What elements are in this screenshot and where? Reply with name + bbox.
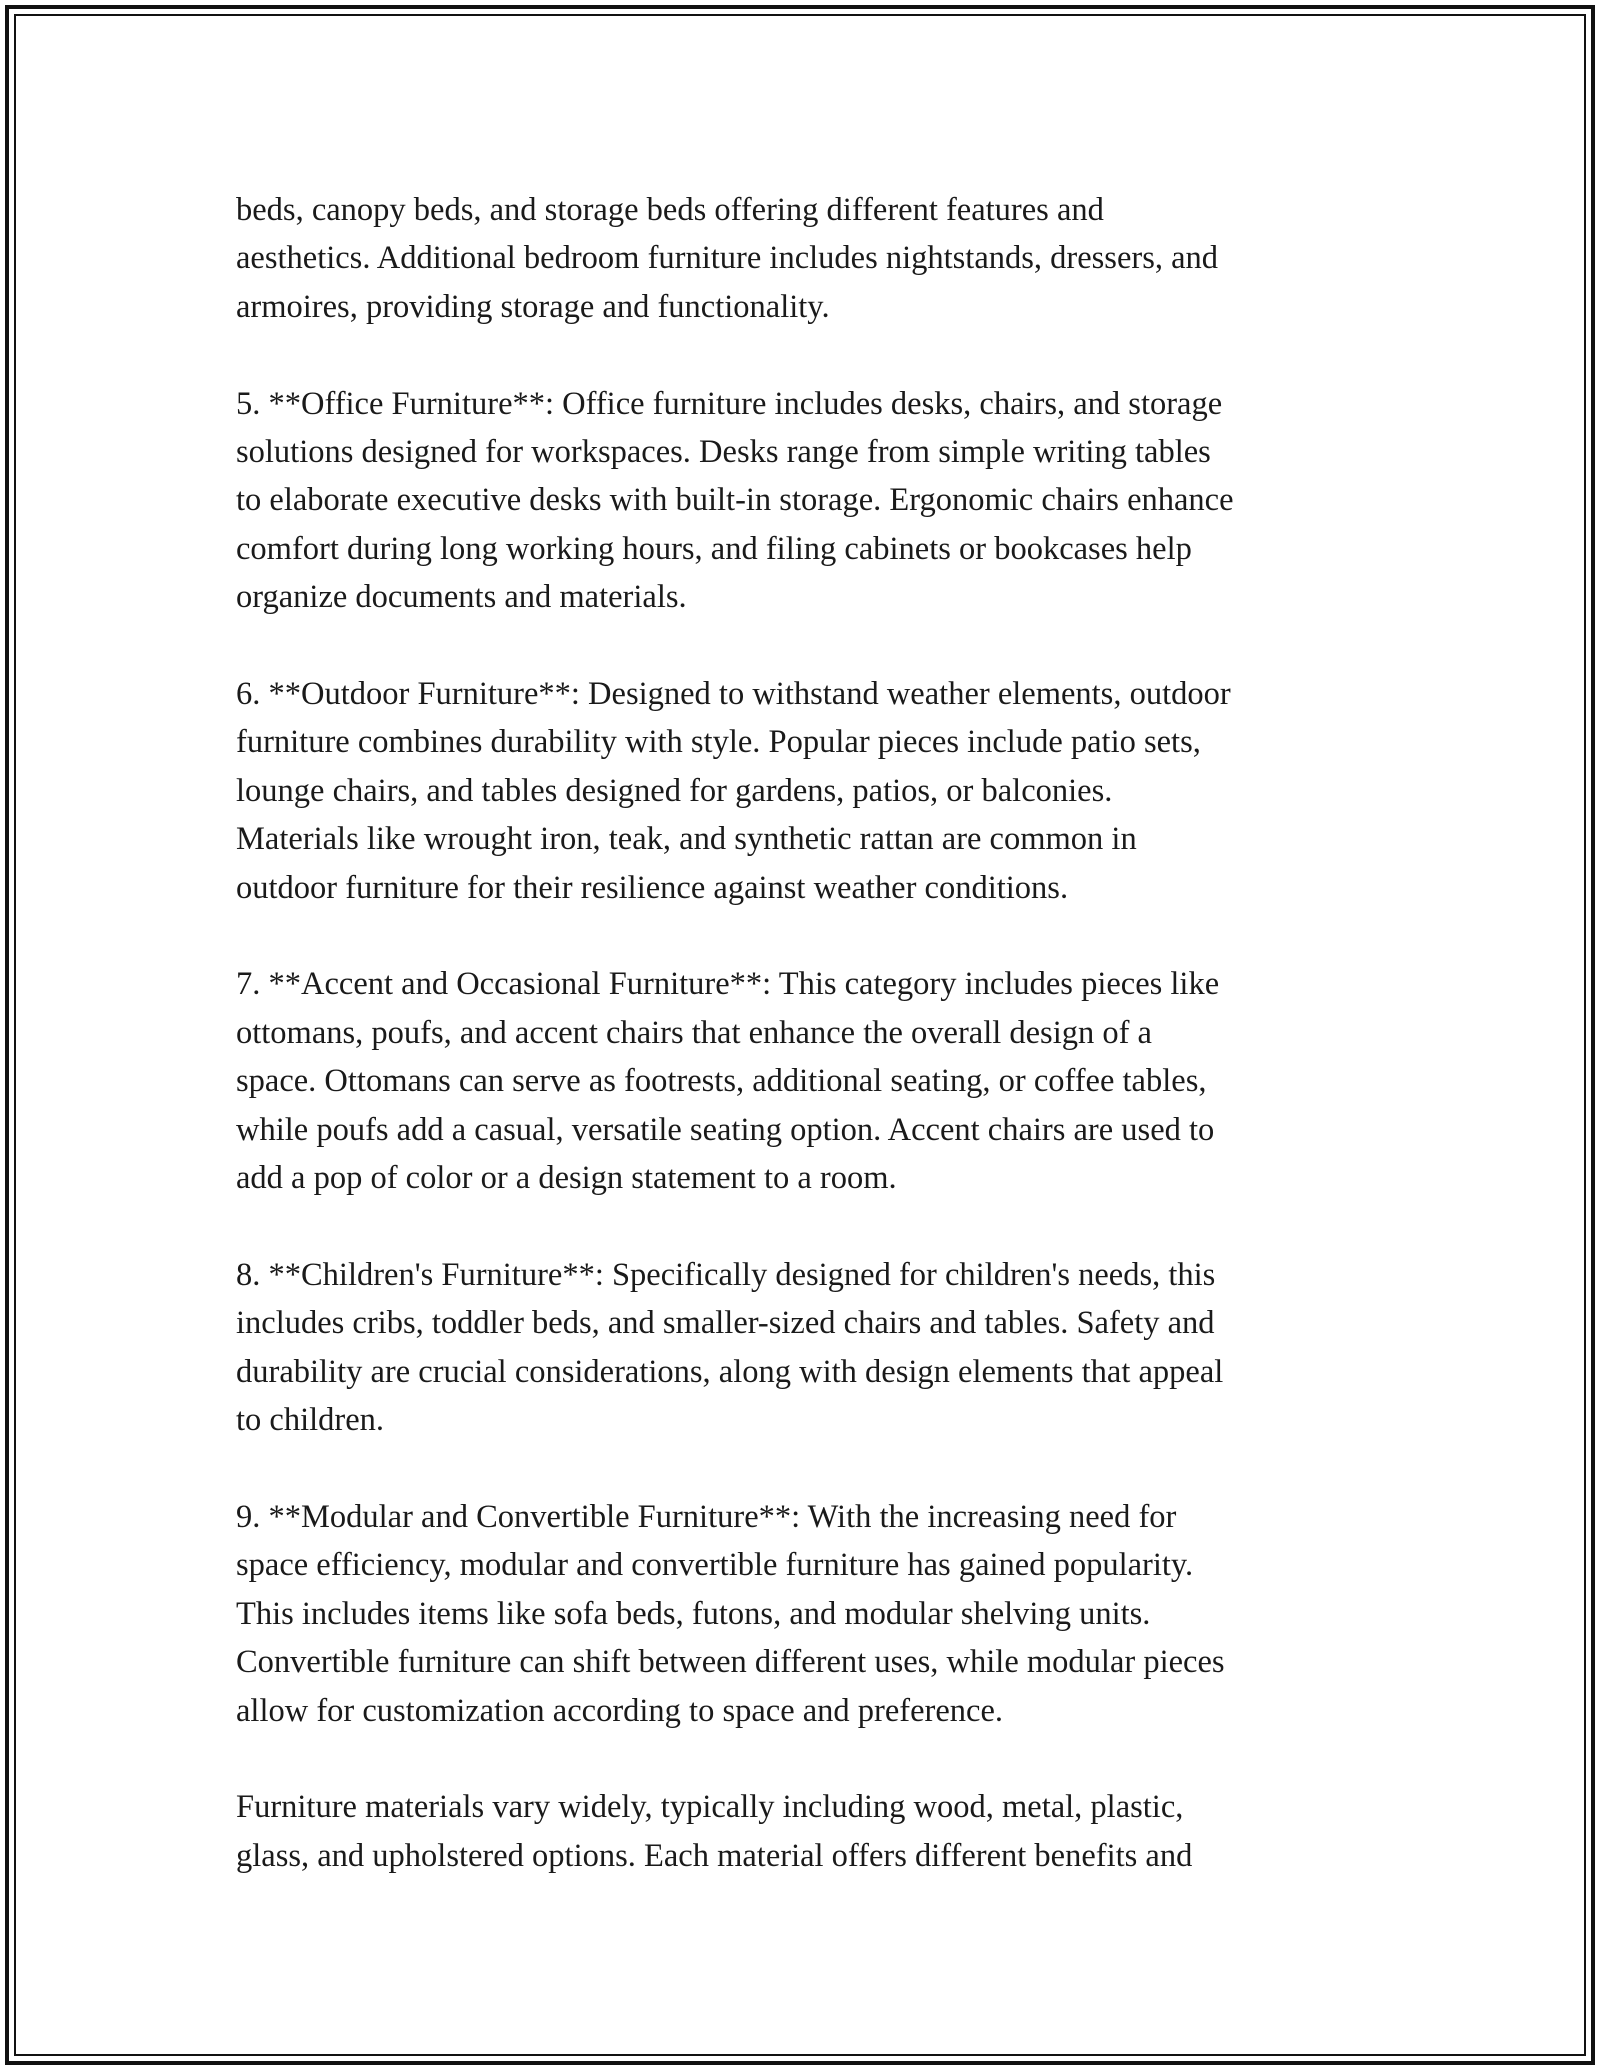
paragraph-outdoor-furniture <box>236 670 1376 912</box>
text-line: 9. **Modular and Convertible Furniture**: With the increasing need for <box>236 1498 1177 1535</box>
text-line: lounge chairs, and tables designed for gardens, patios, or balconies. <box>236 772 1113 809</box>
text-line: 6. **Outdoor Furniture**: Designed to withstand weather elements, outdoor <box>236 676 1231 713</box>
text-line: allow for customization according to space and preference. <box>236 1692 1004 1729</box>
text-line: to children. <box>236 1402 385 1439</box>
document-body <box>236 186 1376 1880</box>
text-line: aesthetics. Additional bedroom furniture includes nightstands, dressers, and <box>236 240 1219 277</box>
text-line: comfort during long working hours, and filing cabinets or bookcases help <box>236 530 1192 567</box>
text-line: This includes items like sofa beds, futons, and modular shelving units. <box>236 1595 1151 1632</box>
text-line: furniture combines durability with style. Popular pieces include patio sets, <box>236 724 1201 761</box>
paragraph-childrens-furniture <box>236 1251 1376 1445</box>
text-line: ottomans, poufs, and accent chairs that enhance the overall design of a <box>236 1014 1152 1051</box>
text-line: Furniture materials vary widely, typically including wood, metal, plastic, <box>236 1789 1184 1826</box>
text-line: add a pop of color or a design statement to a room. <box>236 1160 897 1197</box>
paragraph-accent-furniture <box>236 960 1376 1202</box>
text-line: glass, and upholstered options. Each material offers different benefits and <box>236 1837 1193 1874</box>
text-line: space efficiency, modular and convertible furniture has gained popularity. <box>236 1547 1194 1584</box>
text-line: while poufs add a casual, versatile seating option. Accent chairs are used to <box>236 1111 1215 1148</box>
text-line: outdoor furniture for their resilience against weather conditions. <box>236 869 1069 906</box>
text-line: durability are crucial considerations, along with design elements that appeal <box>236 1353 1224 1390</box>
paragraph-bedroom-continued <box>236 186 1376 331</box>
text-line: organize documents and materials. <box>236 579 687 616</box>
text-line: 5. **Office Furniture**: Office furniture includes desks, chairs, and storage <box>236 385 1223 422</box>
text-line: space. Ottomans can serve as footrests, additional seating, or coffee tables, <box>236 1063 1207 1100</box>
text-line: solutions designed for workspaces. Desks range from simple writing tables <box>236 434 1211 471</box>
text-line: 8. **Children's Furniture**: Specifically designed for children's needs, this <box>236 1256 1216 1293</box>
paragraph-furniture-materials <box>236 1783 1376 1880</box>
text-line: beds, canopy beds, and storage beds offering different features and <box>236 192 1104 228</box>
text-line: Convertible furniture can shift between different uses, while modular pieces <box>236 1644 1225 1681</box>
paragraph-office-furniture <box>236 380 1376 622</box>
text-line: Materials like wrought iron, teak, and synthetic rattan are common in <box>236 821 1137 858</box>
text-line: includes cribs, toddler beds, and smaller-sized chairs and tables. Safety and <box>236 1305 1215 1342</box>
text-line: 7. **Accent and Occasional Furniture**: This category includes pieces like <box>236 966 1220 1003</box>
paragraph-modular-furniture <box>236 1493 1376 1735</box>
text-line: to elaborate executive desks with built-in storage. Ergonomic chairs enhance <box>236 482 1234 519</box>
text-line: armoires, providing storage and functionality. <box>236 288 830 325</box>
